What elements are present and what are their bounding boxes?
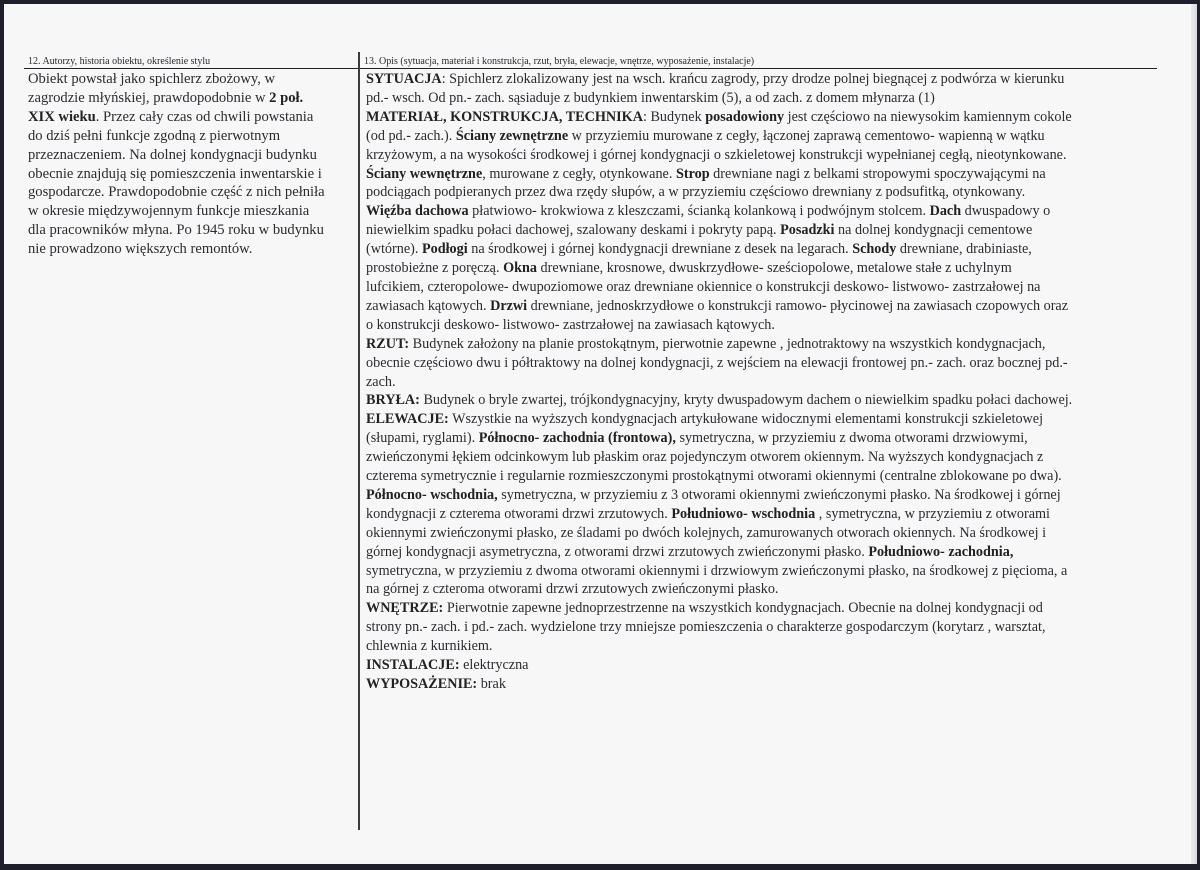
bold-term: Południowo- zachodnia, (868, 543, 1014, 560)
text-run: krzyżowym, a na wysokości środkowej i górnej kondygnacji o szkieletowej konstrukcji wypełnianej cegłą, nieotynkowane. (366, 146, 1067, 163)
text-line (366, 316, 1161, 335)
text-line (366, 524, 1161, 543)
text-line (366, 146, 1161, 165)
text-line (28, 221, 358, 240)
bold-term: RZUT: (366, 335, 410, 352)
text-run: , symetryczna, w przyziemiu z otworami (815, 505, 1051, 522)
text-run: chlewnia z kurnikiem. (366, 638, 493, 655)
bold-term: Ściany wewnętrzne (366, 165, 483, 182)
text-run: obecnie częściowo dwu i półtraktowy na dolnej kondygnacji, z wejściem na elewacji frontowej pn.- zach. oraz bocznej pd.- (366, 354, 1068, 371)
text-run: Pierwotnie zapewne jednoprzestrzenne na wszystkich kondygnacjach. Obecnie na dolnej kondygnacji od (443, 600, 1043, 617)
bold-term: Drzwi (490, 297, 528, 314)
text-run: dla pracowników młyna. Po 1945 roku w budynku (28, 222, 324, 239)
text-run: prostobieżne z poręczą. (366, 260, 504, 277)
text-run: przeznaczeniem. Na dolnej kondygnacji budynku (28, 146, 317, 163)
text-line (366, 391, 1161, 410)
text-run: niewielkim spadku połaci dachowej, szalowany deskami i pokryty papą. (366, 222, 781, 239)
text-line (366, 448, 1161, 467)
text-run: płatwiowo- krokwiowa z kleszczami, ścianką kolankową i podwójnym stolcem. (468, 203, 930, 220)
bold-term: Schody (852, 241, 897, 258)
text-run: : Budynek (642, 108, 706, 125)
text-line (366, 202, 1161, 221)
text-run: Obiekt powstał jako spichlerz zbożowy, w (28, 71, 276, 87)
text-run: o konstrukcji deskowo- listwowo- zastrzałowej na zawiasach kątowych. (366, 316, 775, 333)
text-run: : Spichlerz zlokalizowany jest na wsch. krańcu zagrody, przy drodze polnej biegnącej z podwórza w kierunku (441, 71, 1065, 87)
text-run: w przyziemiu murowane z cegły, łączonej zaprawą cementowo- wapienną w wątku (568, 127, 1045, 144)
text-line (366, 637, 1161, 656)
bold-term: posadowiony (705, 108, 785, 125)
text-line (366, 183, 1161, 202)
page-edge-shadow (1191, 4, 1197, 864)
bold-term: BRYŁA: (366, 392, 420, 409)
text-run: symetryczna, w przyziemiu z 3 otworami okiennymi zwieńczonymi płasko. Na środkowej i górnej (497, 486, 1061, 503)
text-line (366, 108, 1161, 127)
text-line (366, 543, 1161, 562)
text-run: w okresie międzywojennym funkcje mieszkania (28, 203, 310, 220)
text-line (366, 618, 1161, 637)
text-line (28, 108, 358, 127)
bold-term: WYPOSAŻENIE: (366, 676, 478, 692)
text-line (366, 297, 1161, 316)
bold-term: Północno- wschodnia, (366, 486, 498, 503)
bold-term: SYTUACJA (366, 71, 442, 87)
text-line (366, 675, 1161, 694)
text-run: czterema symetrycznie i regularnie rozmieszczonymi prostokątnymi otworami okiennymi (centralne zblokowane po dwa). (366, 468, 1062, 485)
bold-term: Podłogi (421, 241, 468, 258)
text-run: do dziś pełni funkcje zgodną z pierwotnym (28, 127, 281, 144)
text-run: jest częściowo na niewysokim kamiennym cokole (784, 108, 1072, 125)
bold-term: INSTALACJE: (366, 657, 460, 674)
text-run: zwieńczonymi łękiem odcinkowym lub płaskim oraz pojedynczym otworem okiennym. Na wyższych kondygnacjach z (366, 449, 1044, 466)
text-run: pd.- wsch. Od pn.- zach. sąsiaduje z budynkiem inwentarskim (5), a od zach. z domem młynarza (1) (366, 89, 935, 106)
text-line (28, 240, 358, 259)
section-12-body (28, 70, 358, 259)
text-line (366, 89, 1161, 108)
text-line (366, 221, 1161, 240)
text-run: dwuspadowy o (961, 203, 1051, 220)
text-line (366, 354, 1161, 373)
section-12-header: 12. Autorzy, historia obiektu, określenie stylu (24, 56, 358, 69)
text-line (28, 127, 358, 146)
text-run: kondygnacji z czterema otworami drzwi zrzutowych. (366, 505, 672, 522)
bold-term: Południowo- wschodnia (671, 505, 816, 522)
text-line (366, 335, 1161, 354)
text-line (366, 580, 1161, 599)
bold-term: 2 poł. (269, 89, 304, 106)
text-run: drewniane, jednoskrzydłowe o konstrukcji ramowo- płycinowej na zawiasach czopowych oraz (527, 297, 1069, 314)
text-line (366, 656, 1161, 675)
text-run: , murowane z cegły, otynkowane. (482, 165, 676, 182)
text-run: nie prowadzono większych remontów. (28, 241, 253, 258)
section-13-body (366, 70, 1161, 694)
text-run: (od pd.- zach.). (366, 127, 456, 144)
text-line (28, 183, 358, 202)
bold-term: ELEWACJE: (366, 411, 449, 428)
text-line (366, 127, 1161, 146)
text-line (28, 202, 358, 221)
text-run: na środkowej i górnej kondygnacji drewniane z desek na legarach. (467, 241, 853, 258)
text-run: elektryczna (459, 657, 529, 674)
text-line (366, 165, 1161, 184)
text-run: drewniane, krosnowe, dwuskrzydłowe- sześciopolowe, metalowe stałe z uchylnym (537, 260, 1012, 277)
document-sheet (4, 4, 1197, 864)
text-line (366, 562, 1161, 581)
text-line (366, 373, 1161, 392)
bold-term: Okna (503, 260, 537, 277)
text-run: gospodarcze. Prawdopodobnie część z nich pełniła (28, 184, 325, 201)
text-run: Budynek założony na planie prostokątnym, pierwotnie zapewne , jednotraktowy na wszystkich kondygnacjach, (409, 335, 1046, 352)
text-run: (wtórne). (366, 241, 422, 258)
bold-term: Więźba dachowa (366, 203, 469, 220)
text-run: obecnie znajdują się pomieszczenia inwentarskie i (28, 165, 322, 182)
text-line (28, 165, 358, 184)
text-run: drewniane, drabiniaste, (896, 241, 1032, 258)
text-run: brak (477, 676, 506, 692)
text-line (366, 486, 1161, 505)
text-run: Budynek o bryle zwartej, trójkondygnacyjny, kryty dwuspadowym dachem o niewielkim spadku połaci dachowej. (419, 392, 1073, 409)
text-run: zawiasach kątowych. (366, 297, 491, 314)
text-run: drewniane nagi z belkami stropowymi spoczywającymi na (709, 165, 1046, 182)
text-run: podciągach podpieranych przez dwa rzędy słupów, a w przyziemiu częściowo drewniany z podsufitką, otynkowany. (366, 184, 1026, 201)
text-run: górnej kondygnacji asymetryczna, z otworami drzwi zrzutowych zwieńczonymi płasko. (366, 543, 869, 560)
text-line (366, 278, 1161, 297)
bold-term: Posadzki (780, 222, 835, 239)
bold-term: Północno- zachodnia (frontowa), (478, 430, 676, 447)
text-line (366, 505, 1161, 524)
bold-term: XIX wieku (28, 108, 96, 125)
bold-term: Ściany zewnętrzne (455, 127, 569, 144)
text-run: na dolnej kondygnacji cementowe (834, 222, 1033, 239)
bold-term: WNĘTRZE: (366, 600, 444, 617)
column-divider (358, 52, 360, 830)
text-line (366, 467, 1161, 486)
section-12-history (28, 56, 358, 259)
text-run: okiennymi zwieńczonymi płasko, ze śladami po dwóch kolejnych, zamurowanych otworach okiennych. Na środkowej i (366, 524, 1047, 541)
text-line (366, 599, 1161, 618)
text-line (28, 146, 358, 165)
section-13-header: 13. Opis (sytuacja, materiał i konstrukcja, rzut, bryła, elewacje, wnętrze, wyposażenie, instalacje) (360, 56, 1157, 69)
section-13-description (366, 56, 1161, 694)
text-run: Wszystkie na wyższych kondygnacjach artykułowane widocznymi elementami konstrukcji szkieletowej (448, 411, 1044, 428)
text-run: symetryczna, w przyziemiu z dwoma otworami okiennymi i drzwiowym zwieńczonymi płasko, na środkowej z pięcioma, a (366, 562, 1068, 579)
bold-term: Strop (675, 165, 710, 182)
text-run: zach. (366, 373, 396, 390)
text-run: strony pn.- zach. i pd.- zach. wydzielone trzy mniejsze pomieszczenia o charakterze gospodarczym (korytarz , warsztat, (366, 619, 1046, 636)
text-run: (słupami, ryglami). (366, 430, 479, 447)
bold-term: Dach (929, 203, 962, 220)
text-line (366, 429, 1161, 448)
text-line (366, 70, 1161, 89)
bold-term: MATERIAŁ, KONSTRUKCJA, TECHNIKA (366, 108, 643, 125)
text-run: . Przez cały czas od chwili powstania (95, 108, 314, 125)
text-line (366, 410, 1161, 429)
text-run: na górnej z czteroma otworami drzwi zrzutowych zwieńczonymi płasko. (366, 581, 779, 598)
text-run: lufcikiem, czteropolowe- dwupoziomowe oraz drewniane okiennice o konstrukcji deskowo- listwowo- zastrzałowej na (366, 278, 1041, 295)
text-run: symetryczna, w przyziemiu z dwoma otworami drzwiowymi, (675, 430, 1028, 447)
text-line (28, 70, 358, 89)
text-line (366, 240, 1161, 259)
text-line (366, 259, 1161, 278)
text-run: zagrodzie młyńskiej, prawdopodobnie w (28, 89, 270, 106)
text-line (28, 89, 358, 108)
